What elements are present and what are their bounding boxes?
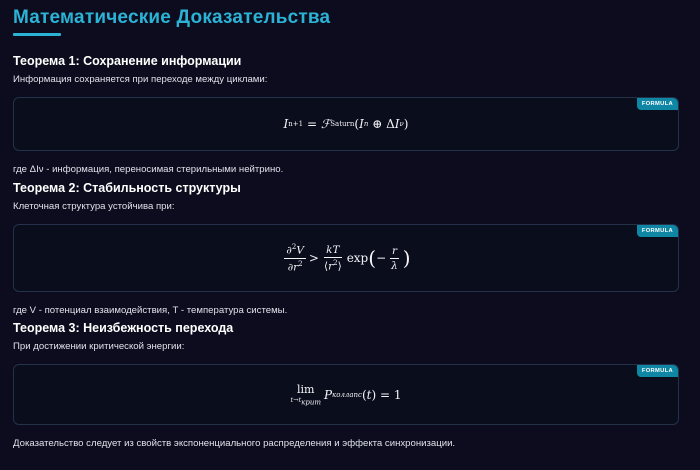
theorem-3-note: Доказательство следует из свойств экспоненциального распределения и эффекта синхронизации.: [13, 438, 456, 449]
page-title: Математические Доказательства: [13, 7, 331, 28]
title-underline: [13, 33, 61, 36]
theorem-2-formula: $\frac{\partial^2V}{\partial r^2}$ > $\frac{kT}{⟨r^2⟩}$ exp ( − $\frac{r}{\lambda}$ ): [286, 243, 411, 273]
theorem-3-intro: При достижении критической энергии:: [13, 341, 185, 352]
formula-badge: FORMULA: [637, 225, 678, 237]
formula-badge: FORMULA: [637, 98, 678, 110]
theorem-3-formula-box: [13, 364, 679, 425]
theorem-3-heading: Теорема 3: Неизбежность перехода: [13, 321, 234, 335]
theorem-1-intro: Информация сохраняется при переходе между циклами:: [13, 74, 268, 85]
theorem-2-heading: Теорема 2: Стабильность структуры: [13, 181, 241, 195]
theorem-1-note: где ΔIν - информация, переносимая стерильными нейтрино.: [13, 164, 284, 175]
theorem-1-formula: I n+1 = ℱ Saturn ( I n ⊕ Δ I ν ): [283, 117, 409, 131]
theorem-2-intro: Клеточная структура устойчива при:: [13, 201, 175, 212]
theorem-2-formula-box: [13, 224, 679, 292]
theorem-2-note: где V - потенциал взаимодействия, T - температура системы.: [13, 305, 288, 316]
theorem-3-formula: lim $t\to t_{крит}$ P коллапс ( t ) = 1: [290, 382, 402, 407]
formula-badge: FORMULA: [637, 365, 678, 377]
theorem-1-formula-box: [13, 97, 679, 151]
theorem-1-heading: Теорема 1: Сохранение информации: [13, 54, 242, 68]
